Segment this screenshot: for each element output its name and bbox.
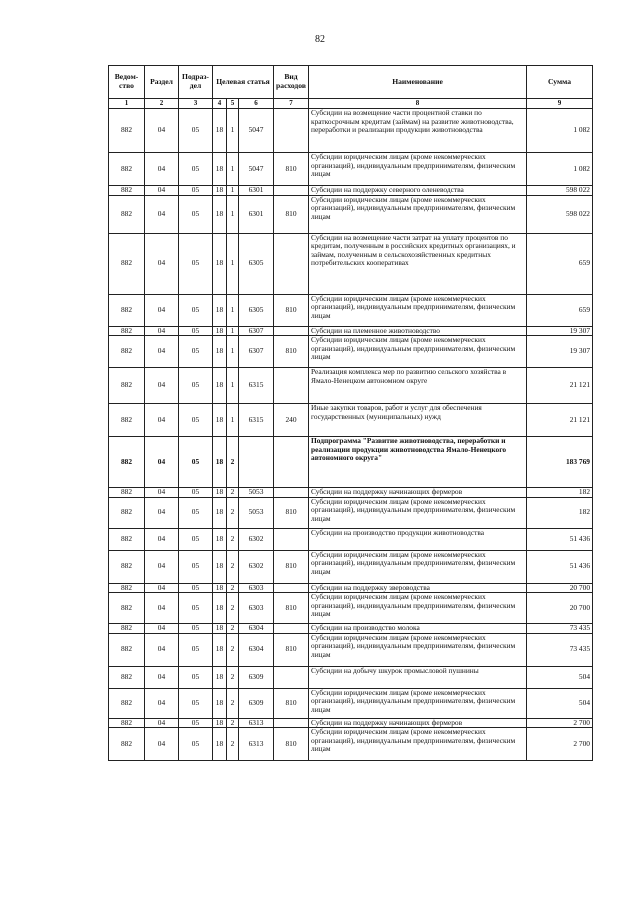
cell-podrazdel: 05 bbox=[179, 109, 213, 153]
cell-razdel: 04 bbox=[145, 728, 179, 761]
cell-target-b: 1 bbox=[227, 233, 239, 294]
cell-amount: 19 307 bbox=[527, 336, 593, 368]
cell-amount: 2 700 bbox=[527, 718, 593, 728]
cell-target-b: 2 bbox=[227, 528, 239, 550]
cell-ved: 882 bbox=[109, 233, 145, 294]
cell-razdel: 04 bbox=[145, 109, 179, 153]
table-body bbox=[109, 109, 593, 761]
cell-razdel: 04 bbox=[145, 583, 179, 593]
cell-podrazdel: 05 bbox=[179, 153, 213, 186]
cell-target-a: 18 bbox=[213, 294, 227, 326]
cell-podrazdel: 05 bbox=[179, 294, 213, 326]
cell-name: Субсидии на добычу шкурок промысловой пушнины bbox=[309, 666, 527, 688]
table-row bbox=[109, 368, 593, 404]
cell-amount: 51 436 bbox=[527, 528, 593, 550]
cell-podrazdel: 05 bbox=[179, 718, 213, 728]
cell-expense-type: 810 bbox=[274, 688, 309, 718]
cell-name: Иные закупки товаров, работ и услуг для обеспечения государственных (муниципальных) нужд bbox=[309, 404, 527, 437]
cell-name: Субсидии на племенное животноводство bbox=[309, 326, 527, 336]
cell-razdel: 04 bbox=[145, 550, 179, 583]
column-number: 4 bbox=[213, 99, 227, 109]
table-row bbox=[109, 528, 593, 550]
cell-target-a: 18 bbox=[213, 633, 227, 666]
table-row bbox=[109, 550, 593, 583]
cell-target-a: 18 bbox=[213, 326, 227, 336]
table-row bbox=[109, 336, 593, 368]
table-row bbox=[109, 195, 593, 233]
cell-ved: 882 bbox=[109, 294, 145, 326]
cell-target-code: 6301 bbox=[239, 186, 274, 196]
table-row bbox=[109, 109, 593, 153]
cell-expense-type bbox=[274, 718, 309, 728]
table-row bbox=[109, 404, 593, 437]
cell-target-code: 6315 bbox=[239, 368, 274, 404]
cell-expense-type: 810 bbox=[274, 336, 309, 368]
cell-target-a: 18 bbox=[213, 593, 227, 624]
cell-target-a: 18 bbox=[213, 728, 227, 761]
cell-ved: 882 bbox=[109, 633, 145, 666]
column-number: 9 bbox=[527, 99, 593, 109]
cell-expense-type: 810 bbox=[274, 294, 309, 326]
cell-target-code: 6302 bbox=[239, 528, 274, 550]
cell-target-b: 1 bbox=[227, 336, 239, 368]
cell-amount: 504 bbox=[527, 666, 593, 688]
table-row bbox=[109, 233, 593, 294]
cell-target-code: 6315 bbox=[239, 404, 274, 437]
cell-amount: 73 435 bbox=[527, 633, 593, 666]
cell-amount: 183 769 bbox=[527, 437, 593, 488]
cell-target-b: 2 bbox=[227, 728, 239, 761]
cell-ved: 882 bbox=[109, 583, 145, 593]
cell-razdel: 04 bbox=[145, 633, 179, 666]
header-summa: Сумма bbox=[527, 66, 593, 99]
cell-amount: 659 bbox=[527, 233, 593, 294]
cell-expense-type: 810 bbox=[274, 633, 309, 666]
cell-podrazdel: 05 bbox=[179, 336, 213, 368]
header-ved: Ведом-ство bbox=[109, 66, 145, 99]
cell-name: Субсидии на возмещение части затрат на уплату процентов по кредитам, полученным в российских кредитных организациях, и займам, полученным в сельскохозяйственных кредитных потребительских кооперативах bbox=[309, 233, 527, 294]
cell-target-a: 18 bbox=[213, 666, 227, 688]
table-row bbox=[109, 688, 593, 718]
cell-ved: 882 bbox=[109, 186, 145, 196]
cell-podrazdel: 05 bbox=[179, 437, 213, 488]
cell-target-code: 6307 bbox=[239, 326, 274, 336]
cell-ved: 882 bbox=[109, 109, 145, 153]
budget-table bbox=[108, 65, 593, 761]
cell-podrazdel: 05 bbox=[179, 233, 213, 294]
table-row bbox=[109, 186, 593, 196]
cell-target-b: 2 bbox=[227, 633, 239, 666]
table-row bbox=[109, 666, 593, 688]
cell-target-b: 1 bbox=[227, 109, 239, 153]
cell-target-a: 18 bbox=[213, 528, 227, 550]
cell-podrazdel: 05 bbox=[179, 326, 213, 336]
cell-name: Субсидии юридическим лицам (кроме некоммерческих организаций), индивидуальным предпринимателям, физическим лицам bbox=[309, 728, 527, 761]
cell-target-code: 5053 bbox=[239, 497, 274, 528]
cell-name: Подпрограмма "Развитие животноводства, переработки и реализации продукции животноводства Ямало-Ненецкого автономного округа" bbox=[309, 437, 527, 488]
cell-amount: 659 bbox=[527, 294, 593, 326]
cell-target-b: 2 bbox=[227, 666, 239, 688]
cell-podrazdel: 05 bbox=[179, 728, 213, 761]
cell-ved: 882 bbox=[109, 404, 145, 437]
cell-razdel: 04 bbox=[145, 368, 179, 404]
cell-amount: 2 700 bbox=[527, 728, 593, 761]
cell-target-b: 1 bbox=[227, 294, 239, 326]
column-number: 1 bbox=[109, 99, 145, 109]
cell-target-b: 1 bbox=[227, 153, 239, 186]
cell-ved: 882 bbox=[109, 666, 145, 688]
header-razdel: Раздел bbox=[145, 66, 179, 99]
table-row bbox=[109, 294, 593, 326]
cell-target-code: 5053 bbox=[239, 488, 274, 498]
cell-podrazdel: 05 bbox=[179, 488, 213, 498]
cell-expense-type bbox=[274, 488, 309, 498]
cell-ved: 882 bbox=[109, 153, 145, 186]
cell-target-a: 18 bbox=[213, 404, 227, 437]
cell-ved: 882 bbox=[109, 718, 145, 728]
cell-target-a: 18 bbox=[213, 368, 227, 404]
cell-amount: 21 121 bbox=[527, 404, 593, 437]
cell-razdel: 04 bbox=[145, 528, 179, 550]
cell-target-b: 1 bbox=[227, 404, 239, 437]
cell-target-a: 18 bbox=[213, 153, 227, 186]
cell-ved: 882 bbox=[109, 437, 145, 488]
cell-target-a: 18 bbox=[213, 497, 227, 528]
cell-expense-type: 810 bbox=[274, 593, 309, 624]
cell-amount: 1 082 bbox=[527, 153, 593, 186]
cell-target-a: 18 bbox=[213, 488, 227, 498]
cell-expense-type bbox=[274, 583, 309, 593]
table-row bbox=[109, 633, 593, 666]
cell-expense-type: 810 bbox=[274, 153, 309, 186]
cell-target-a: 18 bbox=[213, 109, 227, 153]
cell-expense-type bbox=[274, 326, 309, 336]
cell-name: Субсидии юридическим лицам (кроме некоммерческих организаций), индивидуальным предпринимателям, физическим лицам bbox=[309, 593, 527, 624]
cell-razdel: 04 bbox=[145, 666, 179, 688]
cell-podrazdel: 05 bbox=[179, 593, 213, 624]
cell-name: Субсидии юридическим лицам (кроме некоммерческих организаций), индивидуальным предпринимателям, физическим лицам bbox=[309, 550, 527, 583]
cell-target-a: 18 bbox=[213, 718, 227, 728]
cell-target-a: 18 bbox=[213, 624, 227, 634]
column-number: 7 bbox=[274, 99, 309, 109]
page-number: 82 bbox=[315, 34, 325, 45]
cell-amount: 20 700 bbox=[527, 593, 593, 624]
cell-target-a: 18 bbox=[213, 233, 227, 294]
cell-razdel: 04 bbox=[145, 497, 179, 528]
cell-ved: 882 bbox=[109, 528, 145, 550]
cell-podrazdel: 05 bbox=[179, 666, 213, 688]
cell-ved: 882 bbox=[109, 195, 145, 233]
cell-target-code: 6304 bbox=[239, 633, 274, 666]
cell-name: Субсидии юридическим лицам (кроме некоммерческих организаций), индивидуальным предпринимателям, физическим лицам bbox=[309, 336, 527, 368]
cell-razdel: 04 bbox=[145, 437, 179, 488]
column-number: 8 bbox=[309, 99, 527, 109]
cell-target-b: 1 bbox=[227, 195, 239, 233]
column-number: 5 bbox=[227, 99, 239, 109]
cell-expense-type bbox=[274, 528, 309, 550]
cell-target-code: 6313 bbox=[239, 728, 274, 761]
cell-ved: 882 bbox=[109, 326, 145, 336]
cell-expense-type: 810 bbox=[274, 497, 309, 528]
cell-amount: 504 bbox=[527, 688, 593, 718]
cell-expense-type bbox=[274, 624, 309, 634]
table-row bbox=[109, 624, 593, 634]
table-row bbox=[109, 153, 593, 186]
cell-target-b: 2 bbox=[227, 583, 239, 593]
cell-expense-type: 810 bbox=[274, 728, 309, 761]
cell-target-a: 18 bbox=[213, 336, 227, 368]
cell-target-code: 6305 bbox=[239, 294, 274, 326]
cell-target-code: 6303 bbox=[239, 583, 274, 593]
cell-podrazdel: 05 bbox=[179, 195, 213, 233]
cell-name: Субсидии юридическим лицам (кроме некоммерческих организаций), индивидуальным предпринимателям, физическим лицам bbox=[309, 294, 527, 326]
cell-name: Субсидии на поддержку звероводства bbox=[309, 583, 527, 593]
table-row bbox=[109, 326, 593, 336]
cell-razdel: 04 bbox=[145, 718, 179, 728]
cell-name: Субсидии юридическим лицам (кроме некоммерческих организаций), индивидуальным предпринимателям, физическим лицам bbox=[309, 688, 527, 718]
cell-amount: 1 082 bbox=[527, 109, 593, 153]
cell-expense-type: 240 bbox=[274, 404, 309, 437]
cell-ved: 882 bbox=[109, 497, 145, 528]
cell-amount: 20 700 bbox=[527, 583, 593, 593]
cell-target-a: 18 bbox=[213, 550, 227, 583]
cell-razdel: 04 bbox=[145, 186, 179, 196]
cell-target-b: 2 bbox=[227, 624, 239, 634]
column-number: 2 bbox=[145, 99, 179, 109]
column-number: 3 bbox=[179, 99, 213, 109]
cell-expense-type: 810 bbox=[274, 550, 309, 583]
cell-expense-type bbox=[274, 186, 309, 196]
cell-target-a: 18 bbox=[213, 437, 227, 488]
cell-target-a: 18 bbox=[213, 583, 227, 593]
cell-target-code: 6313 bbox=[239, 718, 274, 728]
cell-amount: 598 022 bbox=[527, 186, 593, 196]
header-row bbox=[109, 66, 593, 99]
cell-razdel: 04 bbox=[145, 593, 179, 624]
cell-ved: 882 bbox=[109, 488, 145, 498]
cell-name: Субсидии на поддержку начинающих фермеров bbox=[309, 488, 527, 498]
cell-target-a: 18 bbox=[213, 186, 227, 196]
cell-ved: 882 bbox=[109, 688, 145, 718]
header-name: Наименование bbox=[309, 66, 527, 99]
cell-razdel: 04 bbox=[145, 624, 179, 634]
cell-name: Субсидии юридическим лицам (кроме некоммерческих организаций), индивидуальным предпринимателям, физическим лицам bbox=[309, 633, 527, 666]
cell-razdel: 04 bbox=[145, 153, 179, 186]
cell-target-b: 2 bbox=[227, 550, 239, 583]
cell-expense-type: 810 bbox=[274, 195, 309, 233]
cell-target-code: 6309 bbox=[239, 666, 274, 688]
cell-name: Субсидии на возмещение части процентной ставки по краткосрочным кредитам (займам) на развитие животноводства, переработки и реализации продукции животноводства bbox=[309, 109, 527, 153]
cell-razdel: 04 bbox=[145, 294, 179, 326]
column-number-row bbox=[109, 99, 593, 109]
cell-target-code: 6303 bbox=[239, 593, 274, 624]
cell-target-b: 2 bbox=[227, 688, 239, 718]
cell-name: Субсидии на поддержку северного оленеводства bbox=[309, 186, 527, 196]
cell-razdel: 04 bbox=[145, 326, 179, 336]
cell-razdel: 04 bbox=[145, 404, 179, 437]
cell-name: Субсидии на производство продукции животноводства bbox=[309, 528, 527, 550]
cell-expense-type bbox=[274, 666, 309, 688]
cell-ved: 882 bbox=[109, 593, 145, 624]
cell-razdel: 04 bbox=[145, 688, 179, 718]
cell-razdel: 04 bbox=[145, 336, 179, 368]
cell-name: Субсидии на производство молока bbox=[309, 624, 527, 634]
cell-target-code: 6309 bbox=[239, 688, 274, 718]
cell-podrazdel: 05 bbox=[179, 624, 213, 634]
cell-podrazdel: 05 bbox=[179, 528, 213, 550]
header-celevaya: Целевая статья bbox=[213, 66, 274, 99]
header-podrazdel: Подраз-дел bbox=[179, 66, 213, 99]
column-number: 6 bbox=[239, 99, 274, 109]
cell-podrazdel: 05 bbox=[179, 404, 213, 437]
cell-target-code: 6304 bbox=[239, 624, 274, 634]
cell-podrazdel: 05 bbox=[179, 186, 213, 196]
cell-podrazdel: 05 bbox=[179, 633, 213, 666]
cell-podrazdel: 05 bbox=[179, 368, 213, 404]
cell-podrazdel: 05 bbox=[179, 550, 213, 583]
cell-target-b: 2 bbox=[227, 718, 239, 728]
cell-amount: 182 bbox=[527, 488, 593, 498]
cell-amount: 598 022 bbox=[527, 195, 593, 233]
cell-ved: 882 bbox=[109, 550, 145, 583]
cell-target-b: 2 bbox=[227, 437, 239, 488]
table-row bbox=[109, 728, 593, 761]
cell-razdel: 04 bbox=[145, 233, 179, 294]
cell-amount: 182 bbox=[527, 497, 593, 528]
cell-name: Субсидии юридическим лицам (кроме некоммерческих организаций), индивидуальным предпринимателям, физическим лицам bbox=[309, 497, 527, 528]
cell-target-code bbox=[239, 437, 274, 488]
table-row bbox=[109, 437, 593, 488]
table-row bbox=[109, 718, 593, 728]
cell-ved: 882 bbox=[109, 728, 145, 761]
cell-name: Реализация комплекса мер по развитию сельского хозяйства в Ямало-Ненецком автономном округе bbox=[309, 368, 527, 404]
cell-target-code: 5047 bbox=[239, 109, 274, 153]
cell-target-b: 2 bbox=[227, 593, 239, 624]
cell-expense-type bbox=[274, 233, 309, 294]
cell-name: Субсидии юридическим лицам (кроме некоммерческих организаций), индивидуальным предпринимателям, физическим лицам bbox=[309, 153, 527, 186]
cell-razdel: 04 bbox=[145, 195, 179, 233]
cell-target-b: 1 bbox=[227, 368, 239, 404]
cell-ved: 882 bbox=[109, 368, 145, 404]
cell-target-a: 18 bbox=[213, 195, 227, 233]
cell-target-b: 2 bbox=[227, 488, 239, 498]
cell-expense-type bbox=[274, 109, 309, 153]
cell-target-code: 6305 bbox=[239, 233, 274, 294]
cell-expense-type bbox=[274, 368, 309, 404]
header-vid: Вид расходов bbox=[274, 66, 309, 99]
cell-amount: 21 121 bbox=[527, 368, 593, 404]
cell-amount: 73 435 bbox=[527, 624, 593, 634]
cell-target-code: 6301 bbox=[239, 195, 274, 233]
cell-name: Субсидии на поддержку начинающих фермеров bbox=[309, 718, 527, 728]
cell-amount: 19 307 bbox=[527, 326, 593, 336]
cell-target-code: 6307 bbox=[239, 336, 274, 368]
cell-name: Субсидии юридическим лицам (кроме некоммерческих организаций), индивидуальным предпринимателям, физическим лицам bbox=[309, 195, 527, 233]
cell-ved: 882 bbox=[109, 336, 145, 368]
cell-podrazdel: 05 bbox=[179, 497, 213, 528]
table-row bbox=[109, 488, 593, 498]
cell-expense-type bbox=[274, 437, 309, 488]
cell-amount: 51 436 bbox=[527, 550, 593, 583]
cell-razdel: 04 bbox=[145, 488, 179, 498]
table-row bbox=[109, 497, 593, 528]
table-row bbox=[109, 593, 593, 624]
cell-podrazdel: 05 bbox=[179, 583, 213, 593]
cell-target-a: 18 bbox=[213, 688, 227, 718]
cell-target-b: 1 bbox=[227, 326, 239, 336]
cell-target-b: 1 bbox=[227, 186, 239, 196]
cell-podrazdel: 05 bbox=[179, 688, 213, 718]
cell-ved: 882 bbox=[109, 624, 145, 634]
cell-target-b: 2 bbox=[227, 497, 239, 528]
table-row bbox=[109, 583, 593, 593]
cell-target-code: 6302 bbox=[239, 550, 274, 583]
cell-target-code: 5047 bbox=[239, 153, 274, 186]
